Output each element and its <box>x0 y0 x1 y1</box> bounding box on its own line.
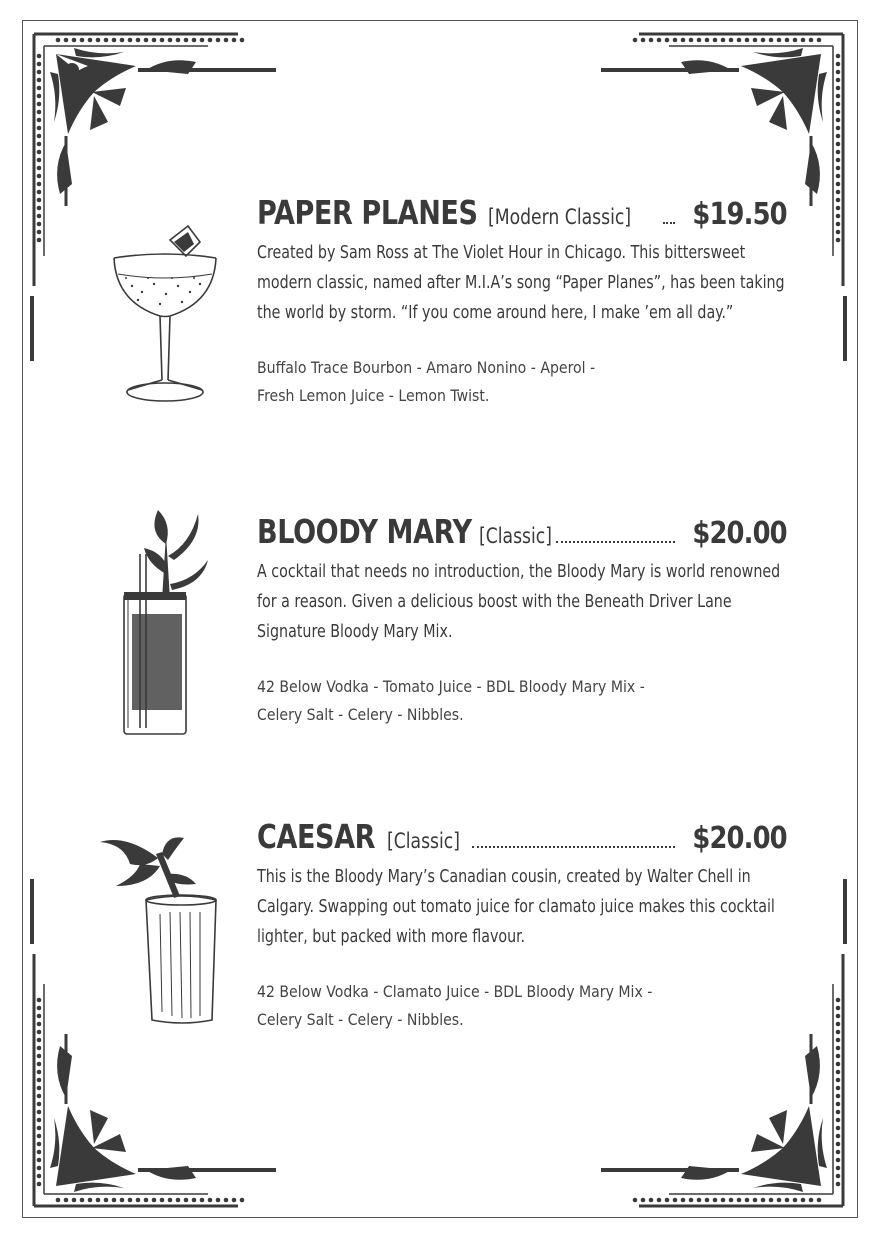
dot-leader <box>663 222 676 224</box>
ingredients-line: 42 Below Vodka - Tomato Juice - BDL Bloody Mary Mix - <box>257 677 645 696</box>
ingredients-line: Buffalo Trace Bourbon - Amaro Nonino - Aperol - <box>257 358 596 377</box>
menu-item-paper-planes <box>257 193 787 410</box>
item-type: [Classic] <box>387 829 461 853</box>
item-description: This is the Bloody Mary’s Canadian cousin, created by Walter Chell in Calgary. Swapping out tomato juice for clamato juice makes this cocktail lighter, but packed with more flavour. <box>257 866 775 947</box>
ingredients-line: Celery Salt - Celery - Nibbles. <box>257 1010 464 1029</box>
item-type: [Modern Classic] <box>488 205 632 229</box>
item-title-row <box>257 193 787 232</box>
item-price: $20.00 <box>692 821 787 856</box>
item-name: PAPER PLANES <box>257 193 478 232</box>
dot-leader <box>472 846 675 848</box>
menu-item-bloody-mary <box>257 512 787 729</box>
item-title-row <box>257 817 787 856</box>
item-price: $19.50 <box>692 197 787 232</box>
ingredients-line: Celery Salt - Celery - Nibbles. <box>257 705 464 724</box>
highball-glass-icon <box>118 504 213 738</box>
item-name: BLOODY MARY <box>257 512 472 551</box>
item-title-row <box>257 512 787 551</box>
item-ingredients <box>257 978 750 1034</box>
menu-item-caesar <box>257 817 787 1034</box>
item-price: $20.00 <box>692 516 787 551</box>
ingredients-line: Fresh Lemon Juice - Lemon Twist. <box>257 386 490 405</box>
item-description: Created by Sam Ross at The Violet Hour in Chicago. This bittersweet modern classic, named after M.I.A’s song “Paper Planes”, has been taking the world by storm. “If you come around here, I make ’em all day.” <box>257 242 785 323</box>
item-name: CAESAR <box>257 817 376 856</box>
dot-leader <box>556 541 675 543</box>
coupe-glass-icon <box>108 220 223 406</box>
ingredients-line: 42 Below Vodka - Clamato Juice - BDL Bloody Mary Mix - <box>257 982 653 1001</box>
item-type: [Classic] <box>478 524 552 548</box>
item-description: A cocktail that needs no introduction, the Bloody Mary is world renowned for a reason. Given a delicious boost with the Beneath Driver Lane Signature Bloody Mary Mix. <box>257 561 781 642</box>
item-ingredients <box>257 354 750 410</box>
item-ingredients <box>257 673 750 729</box>
tumbler-glass-icon <box>96 834 224 1028</box>
